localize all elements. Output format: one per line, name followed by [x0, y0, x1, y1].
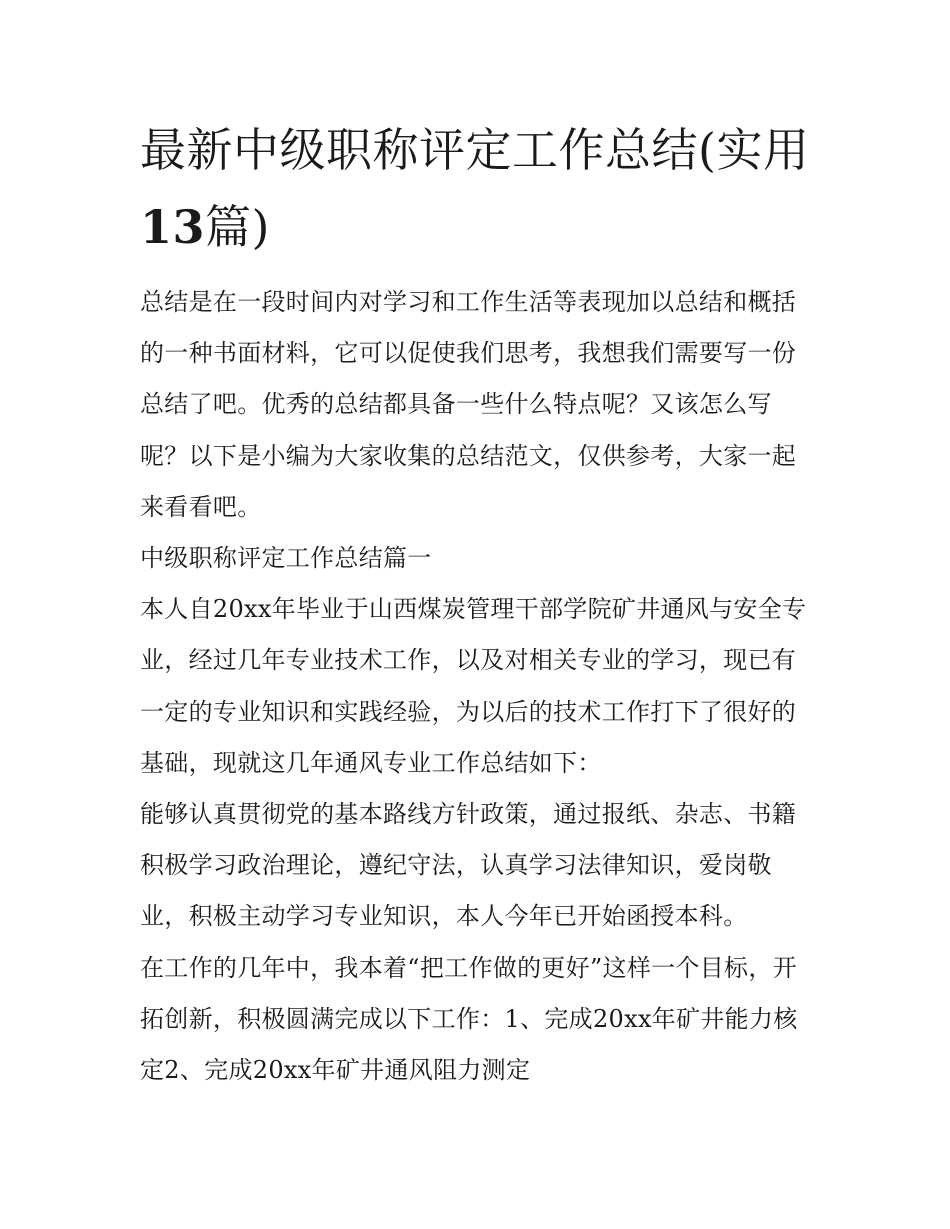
title-number: 13	[140, 200, 206, 254]
title-text-part1: 最新中级职称评定工作总结(实用	[140, 123, 810, 177]
intro-paragraph: 总结是在一段时间内对学习和工作生活等表现加以总结和概括的一种书面材料，它可以促使我们思考，我想我们需要写一份总结了吧。优秀的总结都具备一些什么特点呢？又该怎么写呢？以下是小编为大家收集的总结范文，仅供参考，大家一起来看看吧。	[140, 288, 797, 521]
body-paragraph: 在工作的几年中，我本着“把工作做的更好”这样一个目标，开拓创新，积极圆满完成以下工作：1、完成20xx年矿井能力核定2、完成20xx年矿井通风阻力测定	[140, 953, 798, 1085]
document-body	[140, 277, 812, 1096]
section-heading: 中级职称评定工作总结篇一	[140, 544, 432, 573]
page-title	[140, 112, 820, 266]
title-text-part2: 篇)	[205, 200, 270, 254]
body-paragraph: 本人自20xx年毕业于山西煤炭管理干部学院矿井通风与安全专业，经过几年专业技术工作，以及对相关专业的学习，现已有一定的专业知识和实践经验，为以后的技术工作打下了很好的基础，现就这几年通风专业工作总结如下：	[140, 595, 807, 777]
body-paragraph: 能够认真贯彻党的基本路线方针政策，通过报纸、杂志、书籍积极学习政治理论，遵纪守法，认真学习法律知识，爱岗敬业，积极主动学习专业知识，本人今年已开始函授本科。	[140, 800, 797, 931]
